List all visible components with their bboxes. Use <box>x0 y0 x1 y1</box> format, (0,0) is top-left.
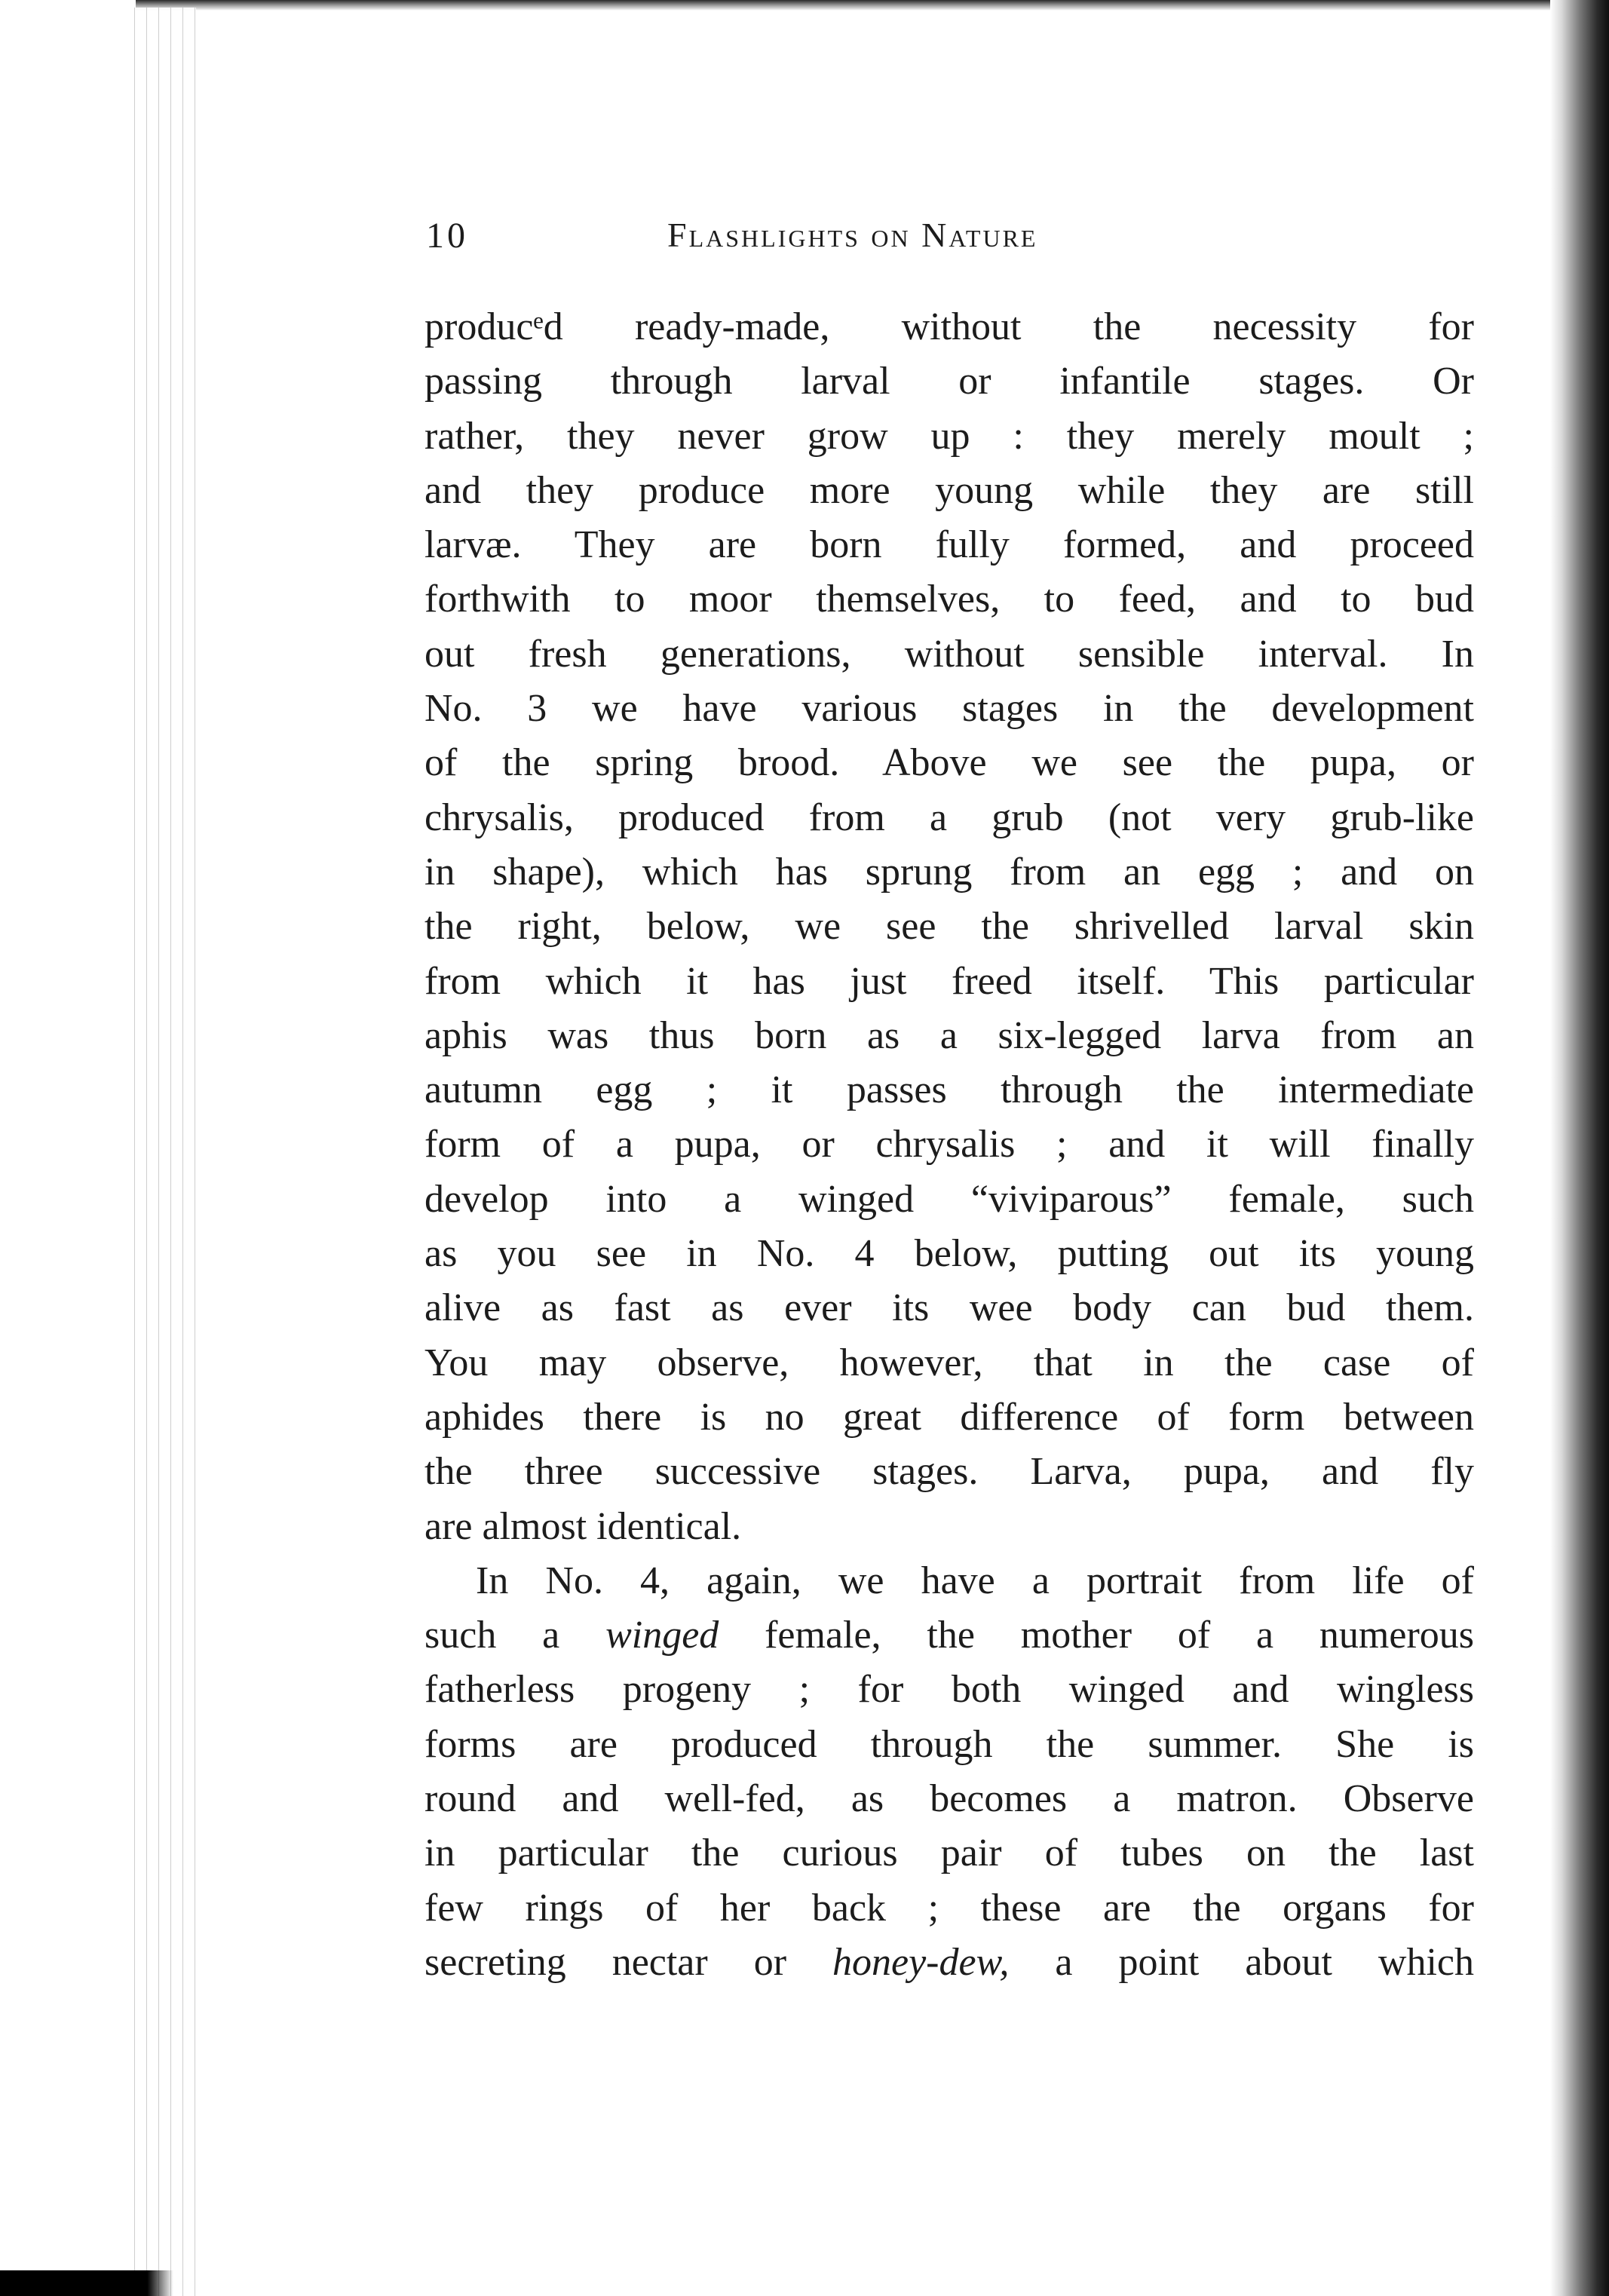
text-line <box>424 1390 1474 1445</box>
text-line <box>424 682 1474 736</box>
text-line <box>424 1009 1474 1063</box>
text-run: few rings of her back ; these are the organs for <box>424 1886 1474 1930</box>
text-line <box>424 955 1474 1009</box>
text-line <box>424 1718 1474 1772</box>
text-run: passing through larval or infantile stages. Or <box>424 360 1474 403</box>
text-run: the right, below, we see the shrivelled larval skin <box>424 905 1474 949</box>
text-line <box>424 409 1474 464</box>
text-run: in shape), which has sprung from an egg ; and on <box>424 850 1474 894</box>
page-header <box>426 215 1478 268</box>
text-run: larvæ. They are born fully formed, and proceed <box>424 523 1474 567</box>
text-run: round and well-fed, as becomes a matron. Observe <box>424 1777 1474 1821</box>
running-title: Flashlights on Nature <box>667 216 1038 254</box>
text-line <box>424 1936 1474 1990</box>
text-line <box>424 900 1474 954</box>
text-line <box>424 572 1474 627</box>
text-line <box>424 1173 1474 1227</box>
text-run: No. 3 we have various stages in the development <box>424 687 1474 731</box>
page-edges <box>128 8 196 2296</box>
text-line <box>424 1500 1474 1554</box>
text-run: chrysalis, produced from a grub (not very grub-like <box>424 795 1474 839</box>
text-line <box>424 791 1474 845</box>
text-run: female, the mother of a numerous <box>719 1614 1474 1657</box>
scan-top-edge <box>136 0 1579 11</box>
text-line <box>424 1554 1474 1608</box>
text-line <box>424 1227 1474 1281</box>
text-run: such a <box>424 1614 606 1657</box>
text-line <box>424 1117 1474 1172</box>
text-run: autumn egg ; it passes through the intermediate <box>424 1068 1474 1112</box>
text-line <box>424 1826 1474 1881</box>
book-spine-shadow <box>1550 0 1609 2296</box>
text-line <box>424 354 1474 409</box>
text-line <box>424 464 1474 518</box>
text-run: secreting nectar or <box>424 1940 833 1984</box>
paragraph <box>424 300 1474 1554</box>
text-run: and they produce more young while they are still <box>424 468 1474 512</box>
text-run: a point about which <box>1009 1940 1474 1984</box>
text-run: rather, they never grow up : they merely moult ; <box>424 414 1474 458</box>
text-line <box>424 1445 1474 1499</box>
text-run: as you see in No. 4 below, putting out its young <box>424 1232 1474 1276</box>
text-run: in particular the curious pair of tubes on the last <box>424 1832 1474 1875</box>
text-run: of the spring brood. Above we see the pupa, or <box>424 741 1474 785</box>
italic-run: winged <box>605 1614 719 1657</box>
text-run: aphis was thus born as a six-legged larva from an <box>424 1013 1474 1057</box>
text-line <box>424 1881 1474 1936</box>
text-run: producᵉd ready-made, without the necessity for <box>424 305 1474 348</box>
text-line <box>424 627 1474 682</box>
text-line <box>424 300 1474 354</box>
italic-run: honey-dew, <box>832 1940 1010 1984</box>
text-run: from which it has just freed itself. This particular <box>424 959 1474 1003</box>
scan-corner-shadow <box>0 2270 173 2296</box>
text-run: forthwith to moor themselves, to feed, and to bud <box>424 578 1474 621</box>
text-run: aphides there is no great difference of form between <box>424 1395 1474 1439</box>
text-line <box>424 1336 1474 1390</box>
page-number: 10 <box>426 216 468 256</box>
text-line <box>424 1063 1474 1117</box>
text-run: form of a pupa, or chrysalis ; and it will finally <box>424 1123 1474 1166</box>
text-line <box>424 518 1474 572</box>
text-run: forms are produced through the summer. She is <box>424 1722 1474 1766</box>
text-run: are almost identical. <box>424 1504 742 1548</box>
text-line <box>424 1281 1474 1335</box>
text-line <box>424 1608 1474 1663</box>
body-text <box>424 300 1474 1990</box>
text-run: the three successive stages. Larva, pupa, and fly <box>424 1450 1474 1494</box>
text-run: out fresh generations, without sensible interval. In <box>424 632 1474 676</box>
text-run: develop into a winged “viviparous” female, such <box>424 1177 1474 1221</box>
text-run: You may observe, however, that in the case of <box>424 1341 1474 1384</box>
text-run: alive as fast as ever its wee body can bud them. <box>424 1286 1474 1330</box>
text-line <box>424 845 1474 900</box>
paragraph <box>424 1554 1474 1990</box>
text-line <box>424 736 1474 790</box>
text-line <box>424 1772 1474 1826</box>
text-run: fatherless progeny ; for both winged and wingless <box>424 1668 1474 1712</box>
text-line <box>424 1663 1474 1717</box>
text-run: In No. 4, again, we have a portrait from life of <box>476 1559 1474 1602</box>
